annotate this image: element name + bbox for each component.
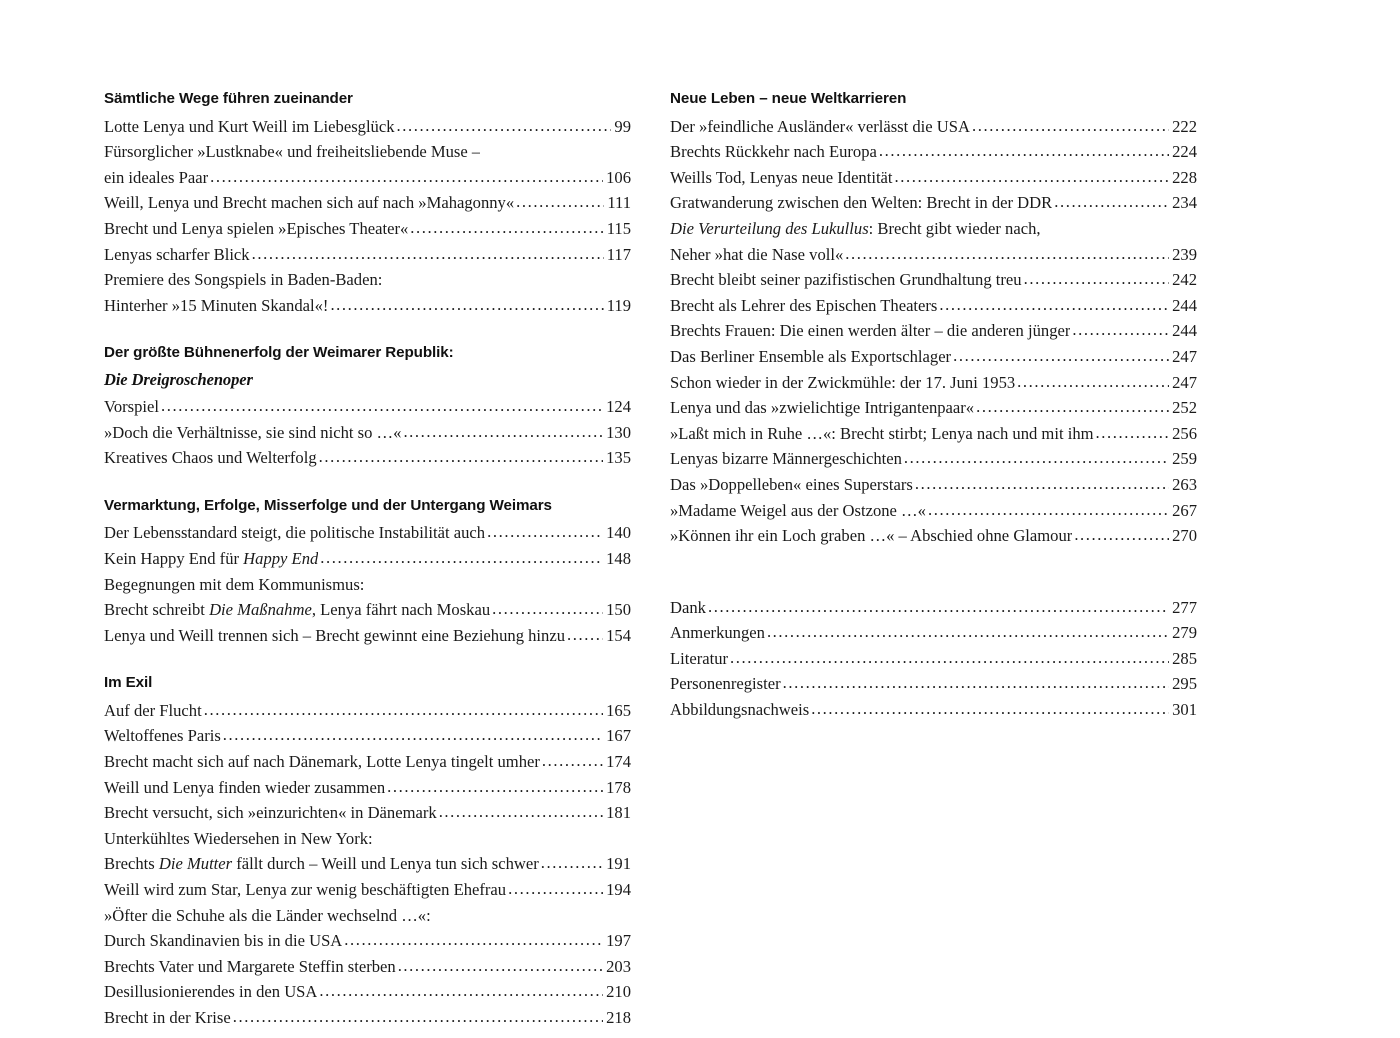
toc-leader-dots <box>1070 317 1169 343</box>
toc-entry-text: Lenyas bizarre Männergeschichten <box>670 449 902 469</box>
toc-entry-page: 218 <box>606 1008 631 1027</box>
toc-entry[interactable] <box>670 267 1197 293</box>
toc-entry[interactable] <box>670 697 1197 723</box>
toc-entry-page: 115 <box>606 218 631 238</box>
toc-entry-text: Lotte Lenya und Kurt Weill im Liebesglück <box>104 116 395 136</box>
toc-leader-dots <box>893 164 1170 190</box>
toc-entry-text: »Doch die Verhältnisse, sie sind nicht so …« <box>104 422 402 442</box>
toc-leader-dots <box>809 696 1169 722</box>
toc-entry[interactable] <box>104 903 631 929</box>
toc-entry[interactable] <box>670 620 1197 646</box>
toc-entry[interactable] <box>670 446 1197 472</box>
toc-leader-dots <box>317 444 603 470</box>
toc-leader-dots <box>208 164 603 190</box>
toc-entry-text: Lenya und Weill trennen sich – Brecht gewinnt eine Beziehung hinzu <box>104 625 566 645</box>
toc-entry[interactable] <box>670 595 1197 621</box>
toc-entry-page: 135 <box>606 448 631 468</box>
toc-entry[interactable] <box>104 190 631 216</box>
toc-entry[interactable] <box>104 394 631 420</box>
toc-entry-page: 263 <box>1172 474 1197 494</box>
toc-entry-text: Die Verurteilung des Lukullus: Brecht gibt wieder nach, <box>670 218 1041 238</box>
toc-entry[interactable] <box>104 546 631 572</box>
toc-leader-dots <box>485 519 603 545</box>
toc-entry-text: Durch Skandinavien bis in die USA <box>104 931 343 951</box>
toc-entry-page: 228 <box>1172 167 1197 187</box>
toc-leader-dots <box>951 343 1169 369</box>
toc-leader-dots <box>1022 266 1170 292</box>
toc-leader-dots <box>539 850 603 876</box>
toc-entry-text: »Laßt mich in Ruhe …«: Brecht stirbt; Lenya nach und mit ihm <box>670 423 1094 443</box>
toc-leader-dots <box>385 774 603 800</box>
toc-entry-text: Brecht und Lenya spielen »Episches Theater« <box>104 218 409 238</box>
toc-section-subtitle: Die Dreigroschenoper <box>104 369 253 389</box>
toc-entry[interactable] <box>670 344 1197 370</box>
toc-leader-dots <box>902 445 1169 471</box>
toc-entry[interactable] <box>104 979 631 1005</box>
toc-entry-page: 239 <box>1172 244 1197 264</box>
toc-entry-text: Desillusionierendes in den USA <box>104 982 318 1002</box>
toc-leader-dots <box>843 241 1169 267</box>
toc-entry[interactable] <box>104 928 631 954</box>
toc-entry[interactable] <box>104 954 631 980</box>
toc-entry-text: Der »feindliche Ausländer« verlässt die USA <box>670 116 970 136</box>
toc-entry-text: Das »Doppelleben« eines Superstars <box>670 474 913 494</box>
toc-entry-text: Brecht versucht, sich »einzurichten« in Dänemark <box>104 803 437 823</box>
toc-leader-dots <box>328 292 603 318</box>
toc-entry[interactable] <box>104 520 631 546</box>
toc-entry[interactable] <box>104 851 631 877</box>
toc-section-title: Neue Leben – neue Weltkarrieren <box>670 90 907 107</box>
toc-entry-page: 277 <box>1172 597 1197 617</box>
toc-leader-dots <box>318 545 603 571</box>
toc-leader-dots <box>1015 369 1169 395</box>
toc-entry-page: 203 <box>606 956 631 976</box>
toc-entry-text: Dank <box>670 597 706 617</box>
toc-entry-text: Weill und Lenya finden wieder zusammen <box>104 777 386 797</box>
toc-leader-dots <box>401 419 603 445</box>
toc-entry[interactable] <box>104 114 631 140</box>
toc-entry-page: 295 <box>1172 674 1197 694</box>
toc-section-title: Vermarktung, Erfolge, Misserfolge und der Untergang Weimars <box>104 496 552 514</box>
toc-entry[interactable] <box>104 623 631 649</box>
toc-section <box>670 86 1197 549</box>
toc-entry-text: Weltoffenes Paris <box>104 726 221 746</box>
toc-leader-dots <box>202 697 603 723</box>
toc-entry-page: 140 <box>606 523 631 543</box>
toc-leader-dots <box>395 113 612 139</box>
toc-leader-dots <box>913 471 1169 497</box>
toc-entry[interactable] <box>104 216 631 242</box>
toc-entry[interactable] <box>670 498 1197 524</box>
toc-entry-text: Kein Happy End für Happy End <box>104 548 319 568</box>
toc-leader-dots <box>565 622 603 648</box>
toc-entry-page: 267 <box>1172 500 1197 520</box>
toc-entry-page: 301 <box>1172 700 1197 720</box>
toc-entry[interactable] <box>670 523 1197 549</box>
toc-leader-dots <box>408 215 603 241</box>
toc-entry-page: 244 <box>1172 321 1197 341</box>
toc-entry-page: 167 <box>606 726 631 746</box>
toc-entry[interactable] <box>104 420 631 446</box>
toc-entry-page: 242 <box>1172 270 1197 290</box>
toc-entry-text: Der Lebensstandard steigt, die politische Instabilität auch <box>104 523 486 543</box>
toc-section <box>104 670 631 1030</box>
toc-leader-dots <box>1052 189 1169 215</box>
toc-entry[interactable] <box>104 877 631 903</box>
toc-entry[interactable] <box>104 139 631 165</box>
toc-entry[interactable] <box>104 775 631 801</box>
toc-entry-text: Vorspiel <box>104 396 160 416</box>
toc-leader-dots <box>706 594 1169 620</box>
toc-entry-text: »Madame Weigel aus der Ostzone …« <box>670 500 926 520</box>
toc-leader-dots <box>540 748 603 774</box>
toc-entry[interactable] <box>670 165 1197 191</box>
toc-entry[interactable] <box>670 472 1197 498</box>
toc-entry-text: Gratwanderung zwischen den Welten: Brecht in der DDR <box>670 193 1053 213</box>
toc-entry-text: Brechts Rückkehr nach Europa <box>670 142 877 162</box>
toc-entry-page: 224 <box>1172 142 1197 162</box>
toc-entry-page: 174 <box>606 752 631 772</box>
toc-entry[interactable] <box>670 139 1197 165</box>
toc-entry[interactable] <box>104 445 631 471</box>
toc-entry-page: 150 <box>606 600 631 620</box>
toc-entry-text: »Können ihr ein Loch graben …« – Abschied ohne Glamour <box>670 526 1073 546</box>
toc-back-matter <box>670 595 1197 723</box>
toc-leader-dots <box>231 1004 603 1030</box>
toc-entry[interactable] <box>104 698 631 724</box>
toc-entry-text: Lenyas scharfer Blick <box>104 244 250 264</box>
toc-entry-page: 124 <box>606 396 631 416</box>
toc-leader-dots <box>937 292 1169 318</box>
toc-entry-text: Unterkühltes Wiedersehen in New York: <box>104 828 373 848</box>
toc-entry-text: Brecht in der Krise <box>104 1008 231 1027</box>
toc-entry-page: 252 <box>1172 398 1197 418</box>
toc-entry-text: Brechts Frauen: Die einen werden älter – die anderen jünger <box>670 321 1071 341</box>
toc-entry-page: 222 <box>1172 116 1197 136</box>
toc-leader-dots <box>317 978 603 1004</box>
toc-entry-page: 244 <box>1172 295 1197 315</box>
toc-entry-text: Schon wieder in der Zwickmühle: der 17. Juni 1953 <box>670 372 1016 392</box>
toc-entry[interactable] <box>104 597 631 623</box>
toc-leader-dots <box>490 596 603 622</box>
toc-entry[interactable] <box>670 646 1197 672</box>
toc-leader-dots <box>396 953 603 979</box>
toc-entry-text: Weill wird zum Star, Lenya zur wenig beschäftigten Ehefrau <box>104 880 507 900</box>
toc-section <box>104 493 631 649</box>
toc-entry-page: 117 <box>606 244 631 264</box>
toc-entry-page: 178 <box>606 777 631 797</box>
toc-entry[interactable] <box>104 826 631 852</box>
toc-entry-page: 191 <box>606 854 631 874</box>
toc-entry-text: Kreatives Chaos und Welterfolg <box>104 448 317 468</box>
toc-section <box>104 340 631 470</box>
toc-entry[interactable] <box>670 671 1197 697</box>
toc-entry-page: 194 <box>606 880 631 900</box>
toc-entry[interactable] <box>670 293 1197 319</box>
toc-entry-text: Brecht als Lehrer des Epischen Theaters <box>670 295 938 315</box>
toc-entry-text: »Öfter die Schuhe als die Länder wechselnd …«: <box>104 905 431 925</box>
toc-leader-dots <box>250 241 604 267</box>
toc-leader-dots <box>1094 420 1170 446</box>
toc-entry[interactable] <box>104 267 631 293</box>
toc-leader-dots <box>781 670 1170 696</box>
toc-entry-text: Hinterher »15 Minuten Skandal«! <box>104 295 329 315</box>
toc-entry[interactable] <box>670 114 1197 140</box>
toc-leader-dots <box>342 927 603 953</box>
toc-entry-page: 111 <box>607 193 631 213</box>
toc-entry-page: 165 <box>606 700 631 720</box>
toc-entry[interactable] <box>104 572 631 598</box>
toc-entry-text: Auf der Flucht <box>104 700 202 720</box>
toc-entry-text: Fürsorglicher »Lustknabe« und freiheitsliebende Muse – <box>104 142 481 162</box>
toc-section-title: Der größte Bühnenerfolg der Weimarer Republik: <box>104 344 454 362</box>
toc-leader-dots <box>221 722 603 748</box>
toc-entry-text: Begegnungen mit dem Kommunismus: <box>104 574 365 594</box>
toc-entry-text: Literatur <box>670 648 729 668</box>
toc-entry[interactable] <box>104 800 631 826</box>
toc-entry[interactable] <box>670 242 1197 268</box>
toc-entry[interactable] <box>104 1005 631 1031</box>
toc-entry-page: 148 <box>606 548 631 568</box>
toc-entry-text: Brecht bleibt seiner pazifistischen Grundhaltung treu <box>670 270 1022 290</box>
toc-entry-page: 130 <box>606 422 631 442</box>
toc-entry-page: 259 <box>1172 449 1197 469</box>
toc-entry[interactable] <box>104 749 631 775</box>
toc-entry-page: 270 <box>1172 526 1197 546</box>
toc-entry-text: Personenregister <box>670 674 781 694</box>
toc-entry-text: Brechts Vater und Margarete Steffin sterben <box>104 956 396 976</box>
toc-entry[interactable] <box>670 318 1197 344</box>
toc-leader-dots <box>437 799 603 825</box>
toc-leader-dots <box>1072 522 1169 548</box>
toc-leader-dots <box>926 497 1169 523</box>
toc-entry-page: 181 <box>606 803 631 823</box>
toc-entry[interactable] <box>104 293 631 319</box>
toc-section-title: Sämtliche Wege führen zueinander <box>104 90 353 107</box>
toc-entry[interactable] <box>104 723 631 749</box>
toc-entry-text: Premiere des Songspiels in Baden-Baden: <box>104 270 383 290</box>
toc-column-left <box>104 86 631 1027</box>
toc-entry-text: Brecht macht sich auf nach Dänemark, Lotte Lenya tingelt umher <box>104 752 540 772</box>
toc-section-title: Im Exil <box>104 674 153 692</box>
toc-entry-page: 256 <box>1172 423 1197 443</box>
toc-leader-dots <box>506 876 603 902</box>
toc-entry-text: Neher »hat die Nase voll« <box>670 244 844 264</box>
toc-column-right <box>670 86 1197 952</box>
toc-entry-text: Brechts Die Mutter fällt durch – Weill und Lenya tun sich schwer <box>104 854 539 874</box>
toc-entry[interactable] <box>670 370 1197 396</box>
toc-entry-text: Das Berliner Ensemble als Exportschlager <box>670 346 952 366</box>
toc-entry-page: 119 <box>606 295 631 315</box>
toc-entry-page: 99 <box>614 116 631 136</box>
toc-entry-text: Brecht schreibt Die Maßnahme, Lenya fährt nach Moskau <box>104 600 491 620</box>
toc-entry[interactable] <box>670 190 1197 216</box>
toc-section <box>104 86 631 318</box>
toc-entry-page: 279 <box>1172 623 1197 643</box>
toc-entry-text: Weill, Lenya und Brecht machen sich auf nach »Mahagonny« <box>104 193 515 213</box>
toc-entry-page: 234 <box>1172 193 1197 213</box>
toc-entry-text: Abbildungsnachweis <box>670 700 810 720</box>
toc-entry-page: 285 <box>1172 648 1197 668</box>
toc-leader-dots <box>159 393 603 419</box>
toc-entry[interactable] <box>104 165 631 191</box>
toc-leader-dots <box>877 138 1169 164</box>
toc-entry-page: 197 <box>606 931 631 951</box>
toc-entry-page: 154 <box>606 625 631 645</box>
toc-entry-page: 106 <box>606 167 631 187</box>
toc-entry-text: Lenya und das »zwielichtige Intrigantenpaar« <box>670 398 975 418</box>
toc-leader-dots <box>970 113 1169 139</box>
toc-entry[interactable] <box>670 421 1197 447</box>
toc-leader-dots <box>728 645 1169 671</box>
toc-entry[interactable] <box>104 242 631 268</box>
toc-entry-page: 247 <box>1172 372 1197 392</box>
toc-entry[interactable] <box>670 395 1197 421</box>
toc-leader-dots <box>514 189 604 215</box>
toc-entry[interactable] <box>670 216 1197 242</box>
toc-entry-page: 210 <box>606 982 631 1002</box>
toc-entry-page: 247 <box>1172 346 1197 366</box>
toc-leader-dots <box>765 619 1169 645</box>
toc-entry-text: ein ideales Paar <box>104 167 209 187</box>
toc-leader-dots <box>974 394 1169 420</box>
toc-entry-text: Anmerkungen <box>670 623 765 643</box>
toc-entry-text: Weills Tod, Lenyas neue Identität <box>670 167 893 187</box>
